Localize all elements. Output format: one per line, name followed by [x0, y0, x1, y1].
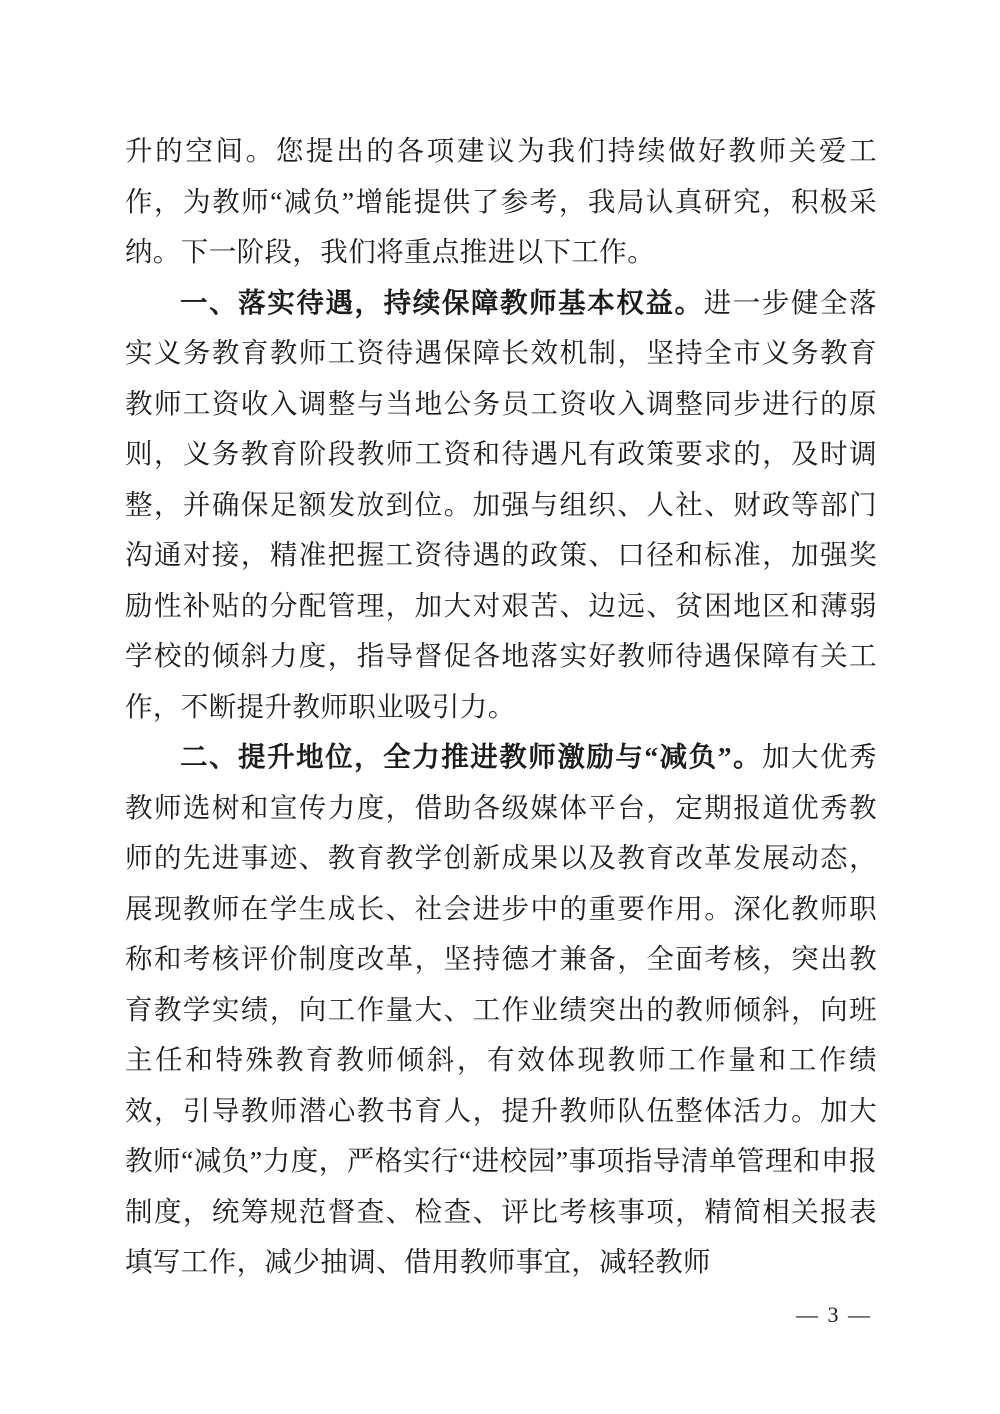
- section-2-heading: 二、提升地位，全力推进教师激励与“减负”。: [180, 741, 763, 772]
- page-number: — 3 —: [796, 1302, 872, 1327]
- paragraph-section-2: [125, 732, 877, 1288]
- paragraph-continuation-text: 升的空间。您提出的各项建议为我们持续做好教师关爱工作，为教师“减负”增能提供了参考，我局认真研究，积极采纳。下一阶段，我们将重点推进以下工作。: [125, 135, 877, 267]
- paragraph-section-1: [125, 278, 877, 733]
- document-body: [125, 126, 877, 1288]
- section-2-body-text: 加大优秀教师选树和宣传力度，借助各级媒体平台，定期报道优秀教师的先进事迹、教育教学创新成果以及教育改革发展动态，展现教师在学生成长、社会进步中的重要作用。深化教师职称和考核评价制度改革，坚持德才兼备，全面考核，突出教育教学实绩，向工作量大、工作业绩突出的教师倾斜，向班主任和特殊教育教师倾斜，有效体现教师工作量和工作绩效，引导教师潜心教书育人，提升教师队伍整体活力。加大教师“减负”力度，严格实行“进校园”事项指导清单管理和申报制度，统筹规范督查、检查、评比考核事项，精简相关报表填写工作，减少抽调、借用教师事宜，减轻教师: [125, 741, 877, 1277]
- paragraph-continuation: [125, 126, 877, 278]
- section-1-heading: 一、落实待遇，持续保障教师基本权益。: [180, 286, 704, 318]
- section-1-body-text: 进一步健全落实义务教育教师工资待遇保障长效机制，坚持全市义务教育教师工资收入调整与当地公务员工资收入调整同步进行的原则，义务教育阶段教师工资和待遇凡有政策要求的，及时调整，并确保足额发放到位。加强与组织、人社、财政等部门沟通对接，精准把握工资待遇的政策、口径和标准，加强奖励性补贴的分配管理，加大对艰苦、边远、贫困地区和薄弱学校的倾斜力度，指导督促各地落实好教师待遇保障有关工作，不断提升教师职业吸引力。: [125, 286, 877, 722]
